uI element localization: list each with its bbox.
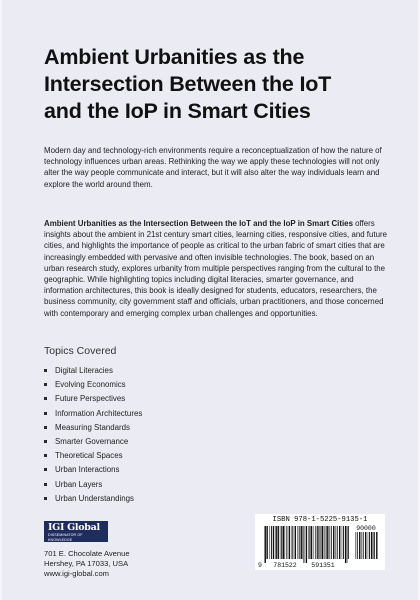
barcode-bar — [342, 526, 343, 559]
barcode-bar — [357, 532, 358, 559]
address-line-2: Hershey, PA 17033, USA — [44, 559, 129, 569]
book-title: Ambient Urbanities as the Intersection Between the IoT and the IoP in Smart Cities — [44, 45, 332, 123]
barcode-bar — [271, 526, 272, 559]
barcode-bar — [376, 532, 377, 559]
topic-item — [44, 478, 142, 492]
topic-label: Future Perspectives — [55, 394, 126, 404]
barcode-bar — [311, 526, 312, 559]
topics-list — [44, 364, 142, 506]
barcode-bar — [301, 526, 302, 559]
barcode-bar — [317, 526, 318, 559]
topic-label: Measuring Standards — [55, 422, 131, 432]
barcode-bar — [292, 526, 293, 559]
barcode-bar — [373, 532, 374, 559]
barcode-bar — [315, 526, 316, 559]
topic-item — [44, 435, 142, 449]
addon-barcode-bars — [355, 532, 378, 559]
barcode-bar — [289, 526, 290, 559]
barcode-bar — [329, 526, 330, 559]
bullet-icon — [44, 383, 47, 386]
barcode-bar — [291, 526, 292, 559]
barcode-bar — [297, 526, 298, 559]
main-barcode-bars — [264, 526, 349, 563]
topic-item — [44, 463, 142, 477]
barcode-bar — [322, 526, 323, 559]
topic-label: Theoretical Spaces — [55, 451, 123, 461]
barcode-bar — [327, 526, 328, 559]
bullet-icon — [44, 369, 47, 372]
barcode-ean-group-2: 591351 — [311, 562, 335, 569]
description-paragraph — [44, 218, 388, 319]
barcode-bar — [285, 526, 286, 559]
barcode-bar — [331, 526, 332, 559]
topic-label: Digital Literacies — [55, 366, 113, 375]
barcode-bar — [374, 532, 375, 559]
barcode-bar — [324, 526, 325, 559]
topic-item — [44, 492, 142, 506]
barcode-bar — [286, 526, 287, 559]
topics-heading: Topics Covered — [44, 345, 117, 357]
barcode-bar — [326, 526, 327, 559]
topic-item — [44, 407, 142, 421]
topic-label: Evolving Economics — [55, 380, 126, 390]
barcode-graphic — [258, 525, 382, 569]
barcode-bar — [280, 526, 281, 559]
barcode-bar — [369, 532, 370, 559]
barcode-bar — [361, 532, 362, 559]
barcode-bar — [333, 526, 334, 559]
topic-label: Information Architectures — [55, 408, 143, 418]
topic-item — [44, 392, 142, 406]
bullet-icon — [44, 440, 47, 443]
bullet-icon — [44, 397, 47, 400]
barcode-bar — [306, 526, 307, 563]
barcode-bar — [278, 526, 279, 559]
barcode-bar — [264, 526, 265, 563]
barcode-bar — [303, 526, 304, 563]
topic-label: Urban Layers — [55, 479, 103, 489]
isbn-number: ISBN 978-1-5225-9135-1 — [272, 516, 368, 524]
barcode-ean-group-1: 781522 — [273, 562, 297, 569]
barcode-bar — [363, 532, 364, 559]
barcode-bar — [309, 526, 310, 559]
barcode-bar — [275, 526, 276, 559]
barcode-bar — [299, 526, 300, 559]
barcode-bar — [308, 526, 309, 559]
bullet-icon — [44, 454, 47, 457]
publisher-logo-tagline: DISSEMINATOR OF KNOWLEDGE — [48, 533, 83, 542]
barcode-bar — [359, 532, 360, 559]
bullet-icon — [44, 497, 47, 500]
topic-label: Smarter Governance — [55, 437, 129, 447]
barcode-bar — [314, 526, 315, 559]
bullet-icon — [44, 468, 47, 471]
topic-item — [44, 364, 142, 378]
publisher-address — [44, 549, 130, 580]
barcode-bar — [269, 526, 270, 559]
bullet-icon — [44, 412, 47, 415]
intro-paragraph: Modern day and technology-rich environments require a reconceptualization of how the nature of technology influences urban areas. Rethinking the way we apply these technologies will not only alter the way people communicate and interact, but it will also alter the way individuals learn and explore the world around them. — [44, 146, 382, 189]
topic-item — [44, 378, 142, 392]
bullet-icon — [44, 426, 47, 429]
barcode-bar — [355, 532, 356, 559]
topic-label: Urban Understandings — [55, 493, 134, 503]
isbn-barcode — [255, 514, 385, 570]
barcode-bar — [365, 532, 366, 559]
barcode-bar — [276, 526, 277, 559]
barcode-bar — [295, 526, 296, 559]
barcode-ean-left-digit: 9 — [258, 562, 262, 569]
barcode-bar — [339, 526, 340, 559]
barcode-bar — [368, 532, 369, 559]
topic-item — [44, 449, 142, 463]
barcode-bar — [281, 526, 282, 559]
barcode-bar — [321, 526, 322, 559]
barcode-bar — [273, 526, 274, 559]
barcode-bar — [371, 532, 372, 559]
barcode-bar — [320, 526, 321, 559]
barcode-bar — [266, 526, 267, 559]
description-book-title: Ambient Urbanities as the Intersection Between the IoT and the IoP in Smart Cities — [44, 219, 353, 228]
barcode-bar — [348, 526, 349, 559]
address-line-1: 701 E. Chocolate Avenue — [44, 549, 130, 558]
barcode-bar — [265, 526, 266, 563]
barcode-bar — [337, 526, 338, 559]
barcode-bar — [343, 526, 344, 559]
topic-label: Urban Interactions — [55, 465, 120, 475]
barcode-bar — [347, 526, 348, 563]
publisher-logo-name: IGI Global — [48, 522, 100, 533]
barcode-bar — [283, 526, 284, 559]
topic-item — [44, 421, 142, 435]
publisher-website: www.igi-global.com — [44, 569, 109, 579]
publisher-logo — [44, 521, 108, 542]
barcode-bar — [302, 526, 303, 559]
cover-edge-left — [0, 0, 2, 600]
description-text: offers insights about the ambient in 21st century smart cities, learning cities, responsive cities, and future cities, and highlights the importance of people as critical to the urban fabric of smart cities that are increasingly embedded with pervasive and often invisible technologies. The book, based on an urban research study, explores urbanity from multiple perspectives ranging from the cultural to the geographic. While highlighting topics including digital literacies, smarter governance, and information architectures, this book is ideally designed for students, educators, researchers, the business community, city government staff and officials, urban practitioners, and those concerned with contemporary and emerging complex urban challenges and opportunities. — [44, 219, 387, 318]
barcode-bar — [345, 526, 346, 563]
barcode-addon-digits: 90000 — [356, 525, 376, 532]
barcode-bar — [335, 526, 336, 559]
bullet-icon — [44, 483, 47, 486]
